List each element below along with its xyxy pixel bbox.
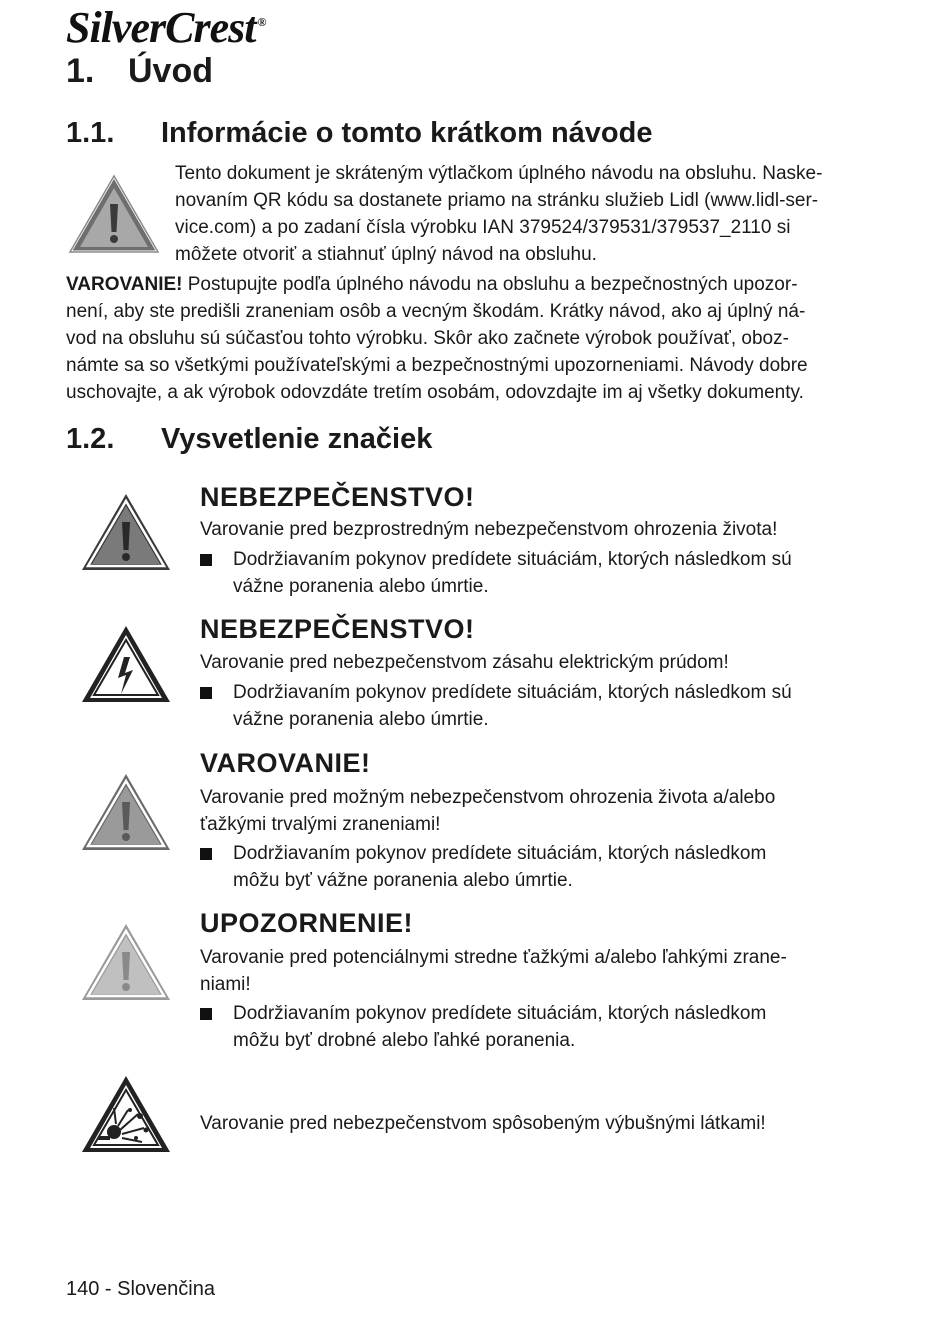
list-item <box>200 679 840 733</box>
explosive-icon <box>78 1072 174 1161</box>
text-line: vážne poranenia alebo úmrtie. <box>233 709 489 730</box>
danger-triangle-icon <box>78 490 174 579</box>
text-line: Dodržiavaním pokynov predídete situáciám, ktorých následkom <box>233 1003 767 1024</box>
text-line: môžete otvoriť a stiahnuť úplný návod na obsluhu. <box>175 244 597 265</box>
sign-heading: UPOZORNENIE! <box>200 908 414 938</box>
warning-paragraph <box>66 271 886 406</box>
text-line: námte sa so všetkými používateľskými a bezpečnostnými upozorneniami. Návody dobre <box>66 355 808 376</box>
sign-description <box>200 944 840 998</box>
list-item <box>200 1000 840 1054</box>
bullet-square-icon <box>200 848 212 860</box>
caution-triangle-icon <box>78 920 174 1009</box>
text-line: vod na obsluhu sú súčasťou tohto výrobku. Skôr ako začnete výrobok používať, oboz- <box>66 328 789 349</box>
warning-triangle-icon <box>66 172 162 261</box>
text-line: môžu byť drobné alebo ľahké poranenia. <box>233 1030 576 1051</box>
text-line: Dodržiavaním pokynov predídete situáciám, ktorých následkom <box>233 843 767 864</box>
registered-mark-icon: ® <box>257 15 266 30</box>
text-line: Dodržiavaním pokynov predídete situáciám, ktorých následkom sú <box>233 682 792 703</box>
subsection-title-text: Vysvetlenie značiek <box>161 423 433 455</box>
electric-shock-icon <box>78 622 174 711</box>
text-line: vážne poranenia alebo úmrtie. <box>233 576 489 597</box>
text-line: novaním QR kódu sa dostanete priamo na stránku služieb Lidl (www.lidl-ser- <box>175 190 819 211</box>
page-footer: 140 - Slovenčina <box>66 1278 215 1300</box>
brand-logo <box>66 2 265 53</box>
text-line: niami! <box>200 974 251 995</box>
list-item <box>200 840 840 894</box>
text-line: Varovanie pred potenciálnymi stredne ťažkými a/alebo ľahkými zrane- <box>200 947 787 968</box>
section-title-intro <box>66 52 213 91</box>
text-line: ťažkými trvalými zraneniami! <box>200 814 441 835</box>
brand-logo-text: SilverCrest <box>66 3 256 52</box>
sign-description: Varovanie pred nebezpečenstvom spôsobeným výbušnými látkami! <box>200 1113 766 1134</box>
text-line: vice.com) a po zadaní čísla výrobku IAN 379524/379531/379537_2110 si <box>175 217 791 238</box>
sign-description: Varovanie pred nebezpečenstvom zásahu elektrickým prúdom! <box>200 652 729 673</box>
subsection-number: 1.2. <box>66 423 115 455</box>
text-line <box>66 271 886 298</box>
bullet-square-icon <box>200 554 212 566</box>
list-item <box>200 546 840 600</box>
sign-description: Varovanie pred bezprostredným nebezpečenstvom ohrozenia života! <box>200 519 778 540</box>
text-line: není, aby ste predišli zraneniam osôb a vecným škodám. Krátky návod, ako aj úplný ná- <box>66 301 806 322</box>
subsection-title-info <box>66 117 653 150</box>
sign-heading: NEBEZPEČENSTVO! <box>200 614 475 644</box>
subsection-title-text: Informácie o tomto krátkom návode <box>161 117 653 149</box>
sign-description <box>200 784 840 838</box>
subsection-title-signs <box>66 423 432 456</box>
text-line: môžu byť vážne poranenia alebo úmrtie. <box>233 870 573 891</box>
sign-heading: VAROVANIE! <box>200 748 371 778</box>
text-line: Varovanie pred možným nebezpečenstvom ohrozenia života a/alebo <box>200 787 776 808</box>
warning-label: VAROVANIE! <box>66 274 183 295</box>
bullet-square-icon <box>200 687 212 699</box>
warning-text: Postupujte podľa úplného návodu na obsluhu a bezpečnostných upozor- <box>182 274 798 295</box>
text-line: Tento dokument je skráteným výtlačkom úplného návodu na obsluhu. Naske- <box>175 163 823 184</box>
section-number: 1. <box>66 52 95 90</box>
sign-heading: NEBEZPEČENSTVO! <box>200 482 475 512</box>
subsection-number: 1.1. <box>66 117 115 149</box>
text-line: uschovajte, a ak výrobok odovzdáte tretím osobám, odovzdajte im aj všetky dokumenty. <box>66 382 804 403</box>
text-line: Dodržiavaním pokynov predídete situáciám, ktorých následkom sú <box>233 549 792 570</box>
section-title-text: Úvod <box>128 52 213 90</box>
warning-triangle-icon <box>78 770 174 859</box>
bullet-square-icon <box>200 1008 212 1020</box>
intro-paragraph <box>175 160 875 268</box>
